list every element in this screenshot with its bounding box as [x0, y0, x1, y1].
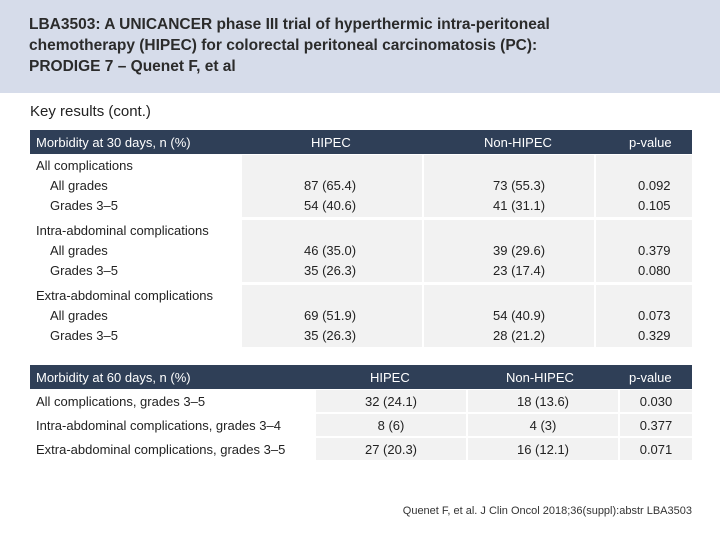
- row-label: Grades 3–5: [50, 328, 118, 343]
- hipec-value: 35 (26.3): [304, 263, 357, 278]
- group-label: Extra-abdominal complications: [36, 288, 214, 303]
- hipec-value: 87 (65.4): [304, 178, 357, 193]
- non-hipec-value: 54 (40.9): [493, 308, 546, 323]
- row-label: All grades: [50, 308, 108, 323]
- non-hipec-value: 73 (55.3): [493, 178, 546, 193]
- group-label: All complications: [36, 158, 133, 173]
- row-label: All complications, grades 3–5: [36, 394, 206, 409]
- p-value: 0.071: [639, 442, 673, 457]
- title-banner: [0, 0, 720, 93]
- hipec-value: 32 (24.1): [364, 394, 418, 409]
- non-hipec-value: 16 (12.1): [516, 442, 570, 457]
- non-hipec-value: 28 (21.2): [493, 328, 546, 343]
- section-subtitle: Key results (cont.): [30, 103, 151, 120]
- header-hipec: HIPEC: [311, 135, 351, 150]
- citation: Quenet F, et al. J Clin Oncol 2018;36(suppl):abstr LBA3503: [402, 505, 692, 517]
- row-label: Extra-abdominal complications, grades 3–5: [36, 442, 286, 457]
- row-label: Grades 3–5: [50, 263, 118, 278]
- p-value: 0.377: [639, 418, 673, 433]
- hipec-value: 46 (35.0): [304, 243, 357, 258]
- row-label: Grades 3–5: [50, 198, 118, 213]
- p-value: 0.379: [638, 243, 671, 258]
- p-value: 0.105: [638, 198, 671, 213]
- header-morbidity-60: Morbidity at 60 days, n (%): [36, 370, 191, 385]
- header-morbidity-30: Morbidity at 30 days, n (%): [36, 135, 191, 150]
- p-value: 0.073: [638, 308, 671, 323]
- non-hipec-value: 4 (3): [529, 418, 557, 433]
- header-non-hipec: Non-HIPEC: [506, 370, 574, 385]
- row-label: Intra-abdominal complications, grades 3–4: [36, 418, 281, 433]
- p-value: 0.080: [638, 263, 671, 278]
- non-hipec-value: 23 (17.4): [493, 263, 546, 278]
- non-hipec-value: 18 (13.6): [516, 394, 570, 409]
- hipec-value: 8 (6): [377, 418, 405, 433]
- group-label: Intra-abdominal complications: [36, 223, 209, 238]
- table-30-header: [30, 130, 692, 154]
- hipec-value: 35 (26.3): [304, 328, 357, 343]
- slide-title: LBA3503: A UNICANCER phase III trial of hyperthermic intra-peritoneal chemotherapy (HIPEC) for colorectal peritoneal carcinomatosis (PC): PRODIGE 7 – Quenet F, et al: [29, 16, 550, 75]
- header-p-value: p-value: [629, 135, 672, 150]
- hipec-value: 27 (20.3): [364, 442, 418, 457]
- non-hipec-value: 41 (31.1): [493, 198, 546, 213]
- non-hipec-value: 39 (29.6): [493, 243, 546, 258]
- row-label: All grades: [50, 178, 108, 193]
- p-value: 0.092: [638, 178, 671, 193]
- row-label: All grades: [50, 243, 108, 258]
- hipec-value: 54 (40.6): [304, 198, 357, 213]
- p-value: 0.329: [638, 328, 671, 343]
- hipec-value: 69 (51.9): [304, 308, 357, 323]
- header-hipec: HIPEC: [370, 370, 410, 385]
- header-p-value: p-value: [629, 370, 672, 385]
- header-non-hipec: Non-HIPEC: [484, 135, 552, 150]
- table-60-header: [30, 365, 692, 389]
- p-value: 0.030: [639, 394, 673, 409]
